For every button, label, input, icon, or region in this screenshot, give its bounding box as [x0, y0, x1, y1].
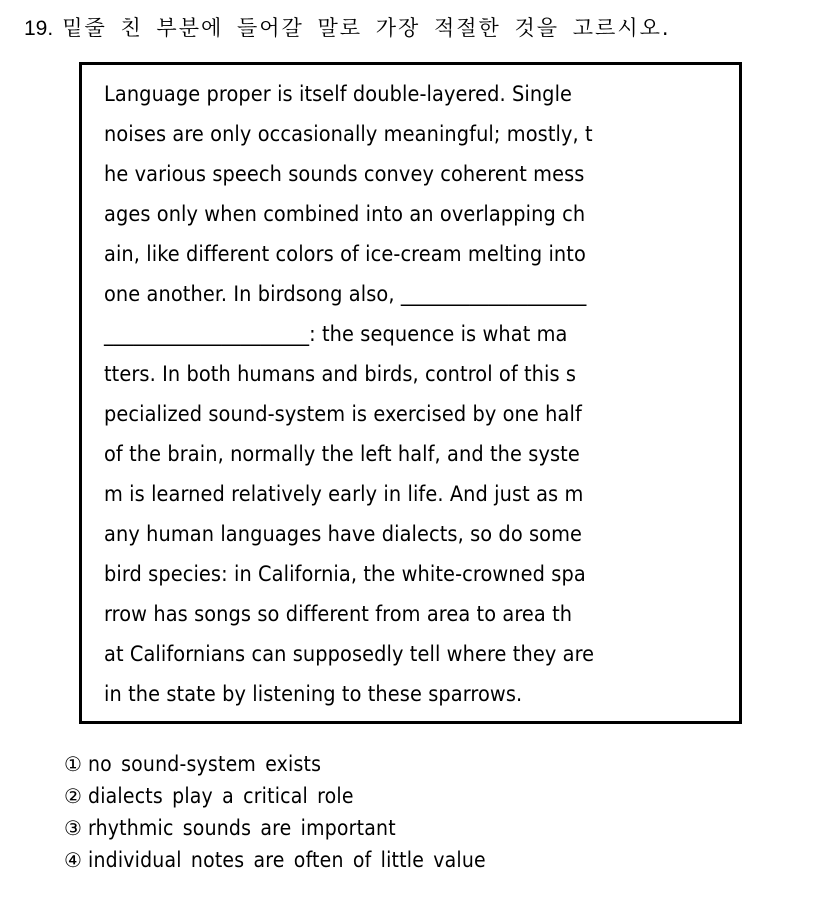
- answer-choice-1[interactable]: [64, 748, 804, 780]
- passage-line-with-blank: _____________________: the sequence is what ma: [104, 322, 568, 347]
- passage-line: pecialized sound-system is exercised by one half: [104, 402, 582, 427]
- passage-line: m is learned relatively early in life. And just as m: [104, 482, 584, 507]
- answer-choice-4[interactable]: [64, 844, 804, 876]
- choice-label: rhythmic sounds are important: [88, 816, 396, 840]
- choice-marker-icon: ①: [64, 752, 82, 776]
- passage-line: bird species: in California, the white-crowned spa: [104, 562, 586, 587]
- choice-marker-icon: ③: [64, 816, 82, 840]
- passage-line: rrow has songs so different from area to area th: [104, 602, 573, 627]
- passage-line: any human languages have dialects, so do some: [104, 522, 583, 547]
- passage-line: he various speech sounds convey coherent mess: [104, 162, 585, 187]
- question-header: [24, 12, 804, 48]
- passage-line: tters. In both humans and birds, control of this s: [104, 362, 577, 387]
- choice-label: no sound-system exists: [88, 752, 322, 776]
- choice-marker-icon: ②: [64, 784, 82, 808]
- question-number: 19.: [24, 17, 54, 40]
- passage-line: of the brain, normally the left half, and the syste: [104, 442, 580, 467]
- choice-label: individual notes are often of little value: [88, 848, 486, 872]
- choice-label: dialects play a critical role: [88, 784, 354, 808]
- passage-line: at Californians can supposedly tell where they are: [104, 642, 595, 667]
- answer-choice-3[interactable]: [64, 812, 804, 844]
- choice-marker-icon: ④: [64, 848, 82, 872]
- answer-choices: [64, 748, 804, 876]
- passage-line-with-blank: one another. In birdsong also, ___________________: [104, 282, 587, 307]
- passage-line: in the state by listening to these sparrows.: [104, 682, 523, 707]
- passage-line: Language proper is itself double-layered. Single: [104, 82, 573, 107]
- passage-box: [79, 62, 742, 724]
- passage-line: ages only when combined into an overlapping ch: [104, 202, 586, 227]
- answer-choice-2[interactable]: [64, 780, 804, 812]
- passage-line: ain, like different colors of ice-cream melting into: [104, 242, 586, 267]
- passage-line: noises are only occasionally meaningful; mostly, t: [104, 122, 593, 147]
- passage-text: [104, 75, 724, 715]
- question-prompt: 밑줄 친 부분에 들어갈 말로 가장 적절한 것을 고르시오.: [62, 16, 671, 40]
